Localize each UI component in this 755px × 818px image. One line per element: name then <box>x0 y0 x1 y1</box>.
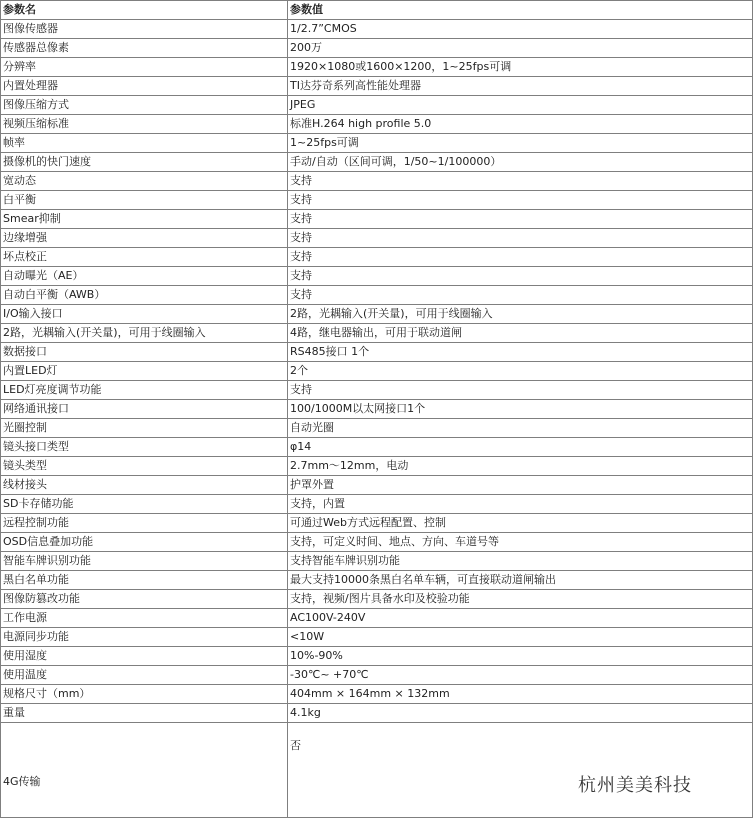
table-header-row <box>1 1 753 20</box>
param-name-cell: 数据接口 <box>1 343 288 362</box>
param-name-cell: 镜头接口类型 <box>1 438 288 457</box>
param-value-cell: 100/1000M以太网接口1个 <box>288 400 753 419</box>
param-value-cell: JPEG <box>288 96 753 115</box>
param-name-cell: 光圈控制 <box>1 419 288 438</box>
param-value-cell: 手动/自动（区间可调，1/50~1/100000） <box>288 153 753 172</box>
table-row <box>1 172 753 191</box>
table-row <box>1 267 753 286</box>
table-row <box>1 400 753 419</box>
param-name-cell: 重量 <box>1 704 288 723</box>
param-value-cell: 支持 <box>288 267 753 286</box>
table-row <box>1 476 753 495</box>
param-name-cell: 图像防篡改功能 <box>1 590 288 609</box>
table-row <box>1 229 753 248</box>
param-value-cell: 支持 <box>288 210 753 229</box>
table-row <box>1 362 753 381</box>
param-name-cell: 镜头类型 <box>1 457 288 476</box>
param-value-cell: 支持，可定义时间、地点、方向、车道号等 <box>288 533 753 552</box>
param-name-cell: 自动曝光（AE） <box>1 267 288 286</box>
param-name-cell: 4G传输 <box>1 723 288 818</box>
param-value-cell: -30℃~ +70℃ <box>288 666 753 685</box>
param-value-cell: 支持 <box>288 286 753 305</box>
table-row-last <box>1 723 753 818</box>
param-value-cell: 可通过Web方式远程配置、控制 <box>288 514 753 533</box>
table-row <box>1 381 753 400</box>
company-watermark: 杭州美美科技 <box>578 775 692 796</box>
param-value-cell: 2路，光耦输入(开关量)，可用于线圈输入 <box>288 305 753 324</box>
table-row <box>1 191 753 210</box>
param-value-cell: AC100V-240V <box>288 609 753 628</box>
table-row <box>1 134 753 153</box>
table-row <box>1 153 753 172</box>
table-row <box>1 457 753 476</box>
table-row <box>1 647 753 666</box>
table-row <box>1 704 753 723</box>
param-name-cell: 视频压缩标准 <box>1 115 288 134</box>
param-value-cell: 支持 <box>288 229 753 248</box>
table-row <box>1 419 753 438</box>
param-value-cell: φ14 <box>288 438 753 457</box>
table-row <box>1 58 753 77</box>
param-value-cell: 护罩外置 <box>288 476 753 495</box>
param-value-cell: 1920×1080或1600×1200，1~25fps可调 <box>288 58 753 77</box>
param-name-cell: 线材接头 <box>1 476 288 495</box>
param-value-cell: 4路，继电器输出，可用于联动道闸 <box>288 324 753 343</box>
table-row <box>1 39 753 58</box>
param-value-cell: 支持 <box>288 248 753 267</box>
param-value-cell: 支持智能车牌识别功能 <box>288 552 753 571</box>
table-row <box>1 514 753 533</box>
table-row <box>1 115 753 134</box>
param-value-cell: 200万 <box>288 39 753 58</box>
param-value-cell: 自动光圈 <box>288 419 753 438</box>
header-param-value: 参数值 <box>288 1 753 20</box>
param-name-cell: OSD信息叠加功能 <box>1 533 288 552</box>
param-value-cell: RS485接口 1个 <box>288 343 753 362</box>
param-name-cell: 图像压缩方式 <box>1 96 288 115</box>
param-name-cell: 工作电源 <box>1 609 288 628</box>
param-name-cell: 2路，光耦输入(开关量)，可用于线圈输入 <box>1 324 288 343</box>
param-name-cell: 白平衡 <box>1 191 288 210</box>
table-row <box>1 286 753 305</box>
param-name-cell: 坏点校正 <box>1 248 288 267</box>
table-row <box>1 248 753 267</box>
table-row <box>1 590 753 609</box>
table-row <box>1 685 753 704</box>
param-name-cell: 边缘增强 <box>1 229 288 248</box>
param-value-cell: 支持 <box>288 191 753 210</box>
param-name-cell: 内置LED灯 <box>1 362 288 381</box>
param-value-cell: 支持，内置 <box>288 495 753 514</box>
param-name-cell: 网络通讯接口 <box>1 400 288 419</box>
param-value-cell: 1/2.7”CMOS <box>288 20 753 39</box>
param-name-cell: 使用温度 <box>1 666 288 685</box>
param-name-cell: 黑白名单功能 <box>1 571 288 590</box>
table-row <box>1 438 753 457</box>
param-name-cell: LED灯亮度调节功能 <box>1 381 288 400</box>
table-row <box>1 20 753 39</box>
param-name-cell: 自动白平衡（AWB） <box>1 286 288 305</box>
param-name-cell: 图像传感器 <box>1 20 288 39</box>
table-row <box>1 210 753 229</box>
param-value-cell: 1~25fps可调 <box>288 134 753 153</box>
table-row <box>1 305 753 324</box>
table-row <box>1 571 753 590</box>
param-value-cell: 最大支持10000条黑白名单车辆，可直接联动道闸输出 <box>288 571 753 590</box>
spec-table-body <box>1 20 753 818</box>
table-row <box>1 343 753 362</box>
param-value-cell: 2.7mm～12mm，电动 <box>288 457 753 476</box>
param-name-cell: 远程控制功能 <box>1 514 288 533</box>
param-name-cell: Smear抑制 <box>1 210 288 229</box>
param-name-cell: 传感器总像素 <box>1 39 288 58</box>
param-value-cell: 2个 <box>288 362 753 381</box>
param-name-cell: 电源同步功能 <box>1 628 288 647</box>
table-row <box>1 77 753 96</box>
param-value-cell: 支持 <box>288 381 753 400</box>
table-row <box>1 552 753 571</box>
table-row <box>1 324 753 343</box>
table-row <box>1 533 753 552</box>
param-name-cell: 内置处理器 <box>1 77 288 96</box>
table-row <box>1 666 753 685</box>
table-row <box>1 628 753 647</box>
param-name-cell: 摄像机的快门速度 <box>1 153 288 172</box>
param-name-cell: 分辨率 <box>1 58 288 77</box>
param-name-cell: 规格尺寸（mm） <box>1 685 288 704</box>
param-value-cell: 否 <box>288 723 753 818</box>
param-name-cell: I/O输入接口 <box>1 305 288 324</box>
param-value-cell: 404mm × 164mm × 132mm <box>288 685 753 704</box>
param-name-cell: 智能车牌识别功能 <box>1 552 288 571</box>
header-param-name: 参数名 <box>1 1 288 20</box>
param-value-cell: 支持 <box>288 172 753 191</box>
table-row <box>1 96 753 115</box>
param-value-cell: <10W <box>288 628 753 647</box>
param-name-cell: 帧率 <box>1 134 288 153</box>
param-name-cell: 宽动态 <box>1 172 288 191</box>
table-row <box>1 495 753 514</box>
param-value-cell: 4.1kg <box>288 704 753 723</box>
param-value-cell: 支持，视频/图片具备水印及校验功能 <box>288 590 753 609</box>
param-value-cell: 标准H.264 high profile 5.0 <box>288 115 753 134</box>
param-value-cell: 10%-90% <box>288 647 753 666</box>
param-value-cell: TI达芬奇系列高性能处理器 <box>288 77 753 96</box>
table-row <box>1 609 753 628</box>
param-name-cell: SD卡存储功能 <box>1 495 288 514</box>
param-name-cell: 使用湿度 <box>1 647 288 666</box>
